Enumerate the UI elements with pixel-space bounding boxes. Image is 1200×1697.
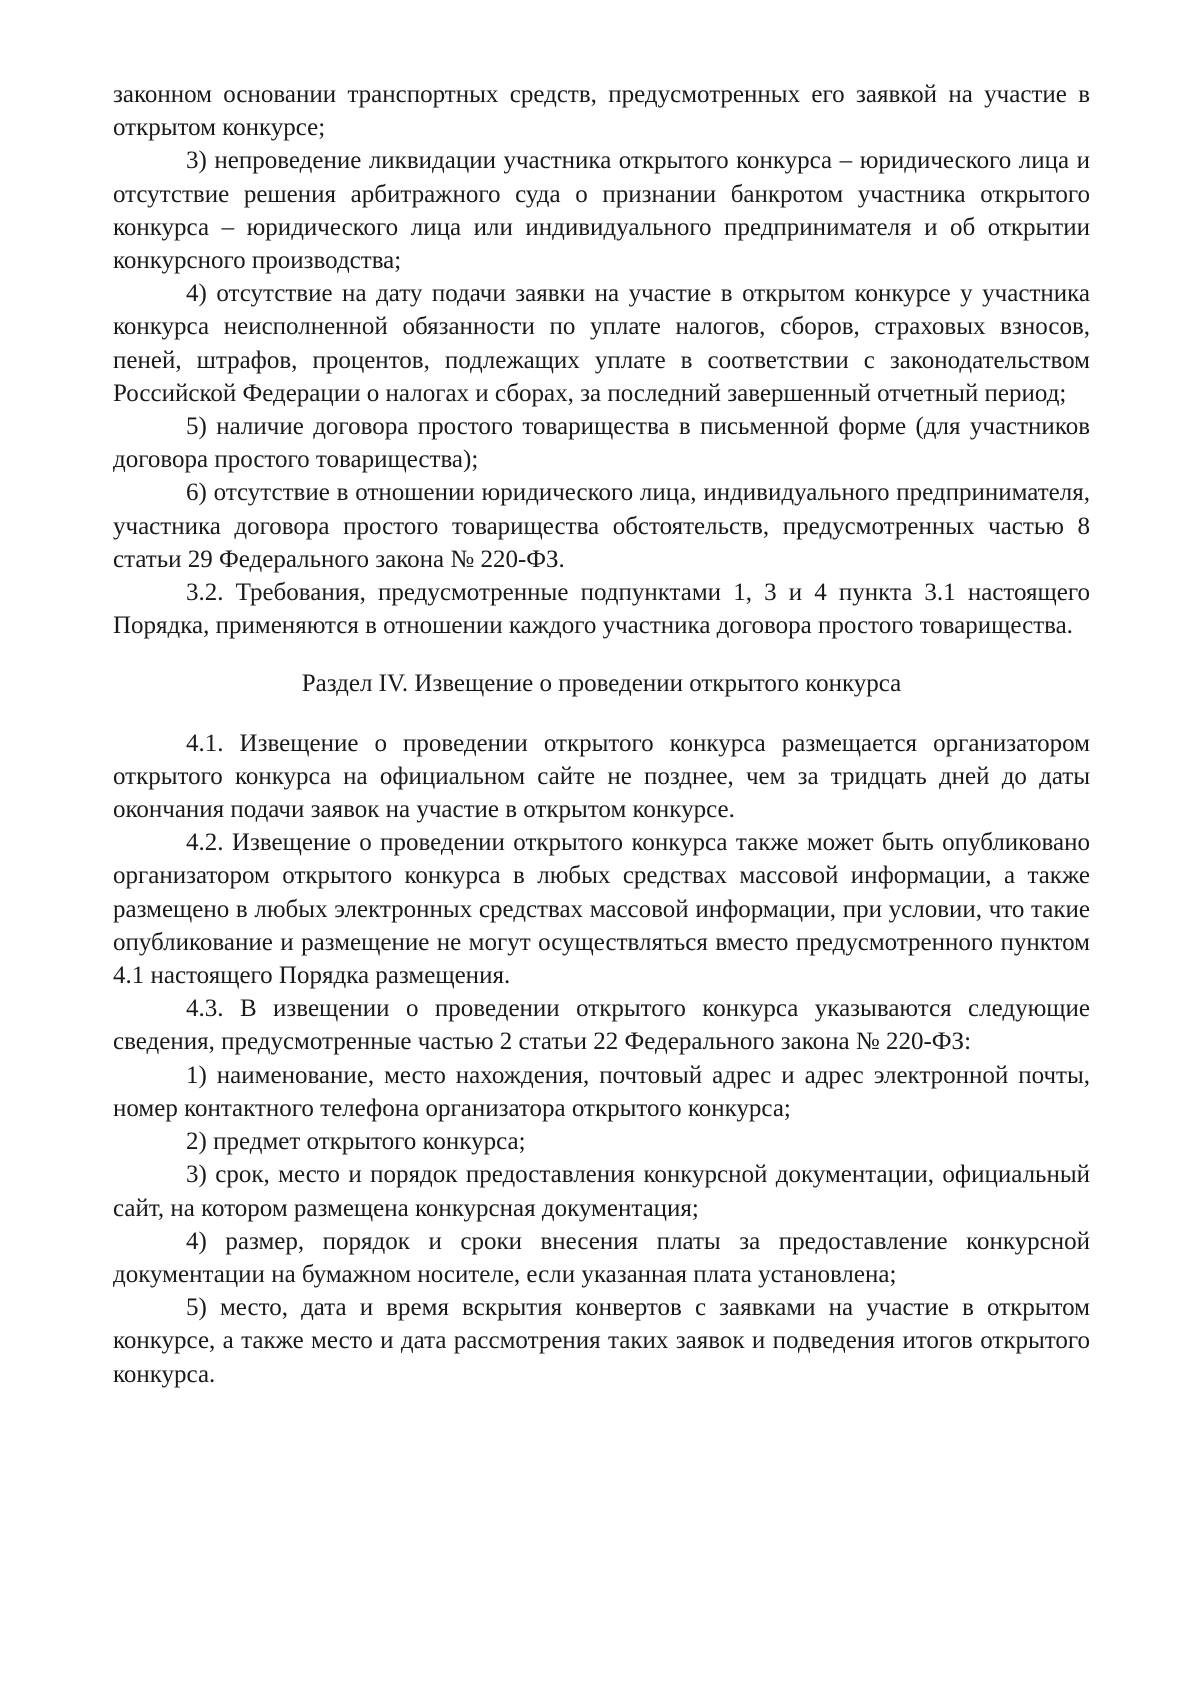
paragraph-4-1: 4.1. Извещение о проведении открытого конкурса размещается организатором открытого конкурса на официальном сайте не позднее, чем за тридцать дней до даты окончания подачи заявок на участие в открытом конкурсе.	[113, 729, 1090, 824]
list-item-4: 4) размер, порядок и сроки внесения платы за предоставление конкурсной документации на бумажном носителе, если указанная плата установлена;	[113, 1227, 1090, 1288]
list-item-2: 2) предмет открытого конкурса;	[186, 1128, 526, 1156]
paragraph-item-3: 3) непроведение ликвидации участника открытого конкурса – юридического лица и отсутствие решения арбитражного суда о признании банкротом участника открытого конкурса – юридического лица или индивидуального предпринимателя и об открытии конкурсного производства;	[113, 147, 1090, 275]
list-item-5: 5) место, дата и время вскрытия конвертов с заявками на участие в открытом конкурсе, а также место и дата рассмотрения таких заявок и подведения итогов открытого конкурса.	[113, 1294, 1090, 1388]
list-item-3: 3) срок, место и порядок предоставления конкурсной документации, официальный сайт, на котором размещена конкурсная документация;	[113, 1161, 1090, 1222]
paragraph-item-5: 5) наличие договора простого товарищества в письменной форме (для участников договора простого товарищества);	[113, 413, 1090, 474]
paragraph-3-2: 3.2. Требования, предусмотренные подпунктами 1, 3 и 4 пункта 3.1 настоящего Порядка, применяются в отношении каждого участника договора простого товарищества.	[113, 579, 1090, 640]
paragraph-4-3: 4.3. В извещении о проведении открытого конкурса указываются следующие сведения, предусмотренные частью 2 статьи 22 Федерального закона № 220-ФЗ:	[113, 995, 1090, 1056]
document-page	[113, 78, 1090, 1391]
section-title: Раздел IV. Извещение о проведении открытого конкурса	[301, 670, 902, 698]
paragraph-item-6: 6) отсутствие в отношении юридического лица, индивидуального предпринимателя, участника договора простого товарищества обстоятельств, предусмотренных частью 8 статьи 29 Федерального закона № 220-ФЗ.	[113, 479, 1090, 573]
paragraph-continuation: законном основании транспортных средств, предусмотренных его заявкой на участие в открытом конкурсе;	[113, 81, 1090, 142]
paragraph-4-2: 4.2. Извещение о проведении открытого конкурса также может быть опубликовано организатором открытого конкурса в любых средствах массовой информации, а также размещено в любых электронных средствах массовой информации, при условии, что такие опубликование и размещение не могут осуществляться вместо предусмотренного пунктом 4.1 настоящего Порядка размещения.	[113, 829, 1090, 990]
paragraph-item-4: 4) отсутствие на дату подачи заявки на участие в открытом конкурсе у участника конкурса неисполненной обязанности по уплате налогов, сборов, страховых взносов, пеней, штрафов, процентов, подлежащих уплате в соответствии с законодательством Российской Федерации о налогах и сборах, за последний завершенный отчетный период;	[113, 280, 1090, 407]
list-item-1: 1) наименование, место нахождения, почтовый адрес и адрес электронной почты, номер контактного телефона организатора открытого конкурса;	[113, 1061, 1090, 1122]
